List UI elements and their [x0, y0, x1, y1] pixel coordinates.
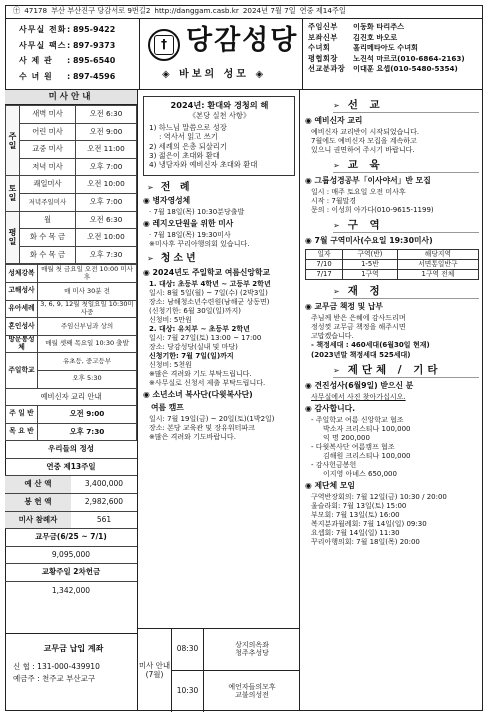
theme-subtitle: 《본당 실천 사항》	[188, 111, 251, 121]
table-row: 화 수 목 금 오후 7:30	[6, 246, 137, 264]
table-row: 일자 구역(반) 해당지역	[306, 250, 479, 260]
table-row: 7/10 1-5반 서면통일반구	[306, 260, 479, 270]
donation-account	[5, 633, 138, 711]
monthly-mass-label: 미사 안내 (7월)	[138, 629, 172, 712]
table-row: 주일학교 유초등, 중고등부	[6, 353, 137, 371]
table-row: 평 일 월 오전 6:30	[6, 211, 137, 229]
day-label-saturday: 토 일	[6, 176, 20, 211]
clergy-row: 주임신부 이동화 타리추스	[308, 22, 405, 32]
left-column	[5, 90, 138, 711]
district-mass-table	[305, 249, 479, 280]
contact-row: 사 제 관 : 895-6540	[19, 56, 116, 66]
table-row: 저녁 미사 오후 7:00	[6, 158, 137, 176]
sacrament-table	[5, 264, 137, 441]
seal-cross: †	[154, 35, 174, 55]
clergy-row: 평협회장 노진석 마르코(010-6864-2163)	[308, 53, 465, 63]
patron-saint: ◈ 바보의 성모 ◈	[162, 69, 267, 80]
postcode: 47178	[24, 6, 48, 16]
church-seal-icon	[148, 29, 180, 61]
table-row: 토 일 쾌일미사 오전 10:00	[6, 176, 137, 194]
contact-row: 사무실 전화 : 895-9422	[19, 25, 116, 35]
middle-column: 2024년: 환대와 경청의 해 《본당 실천 사항》 1) 하느님 말씀으로 성장 : 역사서 읽고 쓰기 2) 세례의 은총 되살리기 3) 젊은이 초대와 환대 4) 냉담자와 예비신자 초대와 환대 ➢ 전 례 ◉ 병자영성체 · 7월 18일(목) 10:30분당출발 ◉ 레지오단원을 위한 미사 · 7월 18일(목) 19:30미사 ※미사후 꾸리아행의회 있습니다. ➢ 청소년 ◉ 2024년도 주일학교 여름신앙학교 1. 대상: 초등부 4학년 ~ 고등부 2학년 일시: 8월 5일(월) ~ 7일(수) (2박3일) 장소: 남해청소년수련원(남해군 상동면) (신청기한: 6월 30일(일)까지) 신청비: 5만원 2. 대상: 유치부 ~ 초등부 2학년 일시: 7월 27일(토) 13:00 ~ 17:00 장소: 당감성당(실내 및 마당) 신청기한: 7월 7일(일)까지 신청비: 5천원 ※많은 격려와 기도 부탁드립니다. ※사무실로 신청서 제출 부탁드립니다. ◉ 소년소녀 복사단(다윗복사단) 여름 캠프 일시: 7월 19일(금) ~ 20일(토)(1박2일) 장소: 본당 교육관 및 장유워터파크 ※많은 격려와 기도바랍니다.	[138, 90, 300, 628]
table-row: 성체강복 매월 첫 금요일 오전 10:00 미사후	[6, 265, 137, 283]
section-finance: ➢ 재 정	[333, 285, 479, 299]
donation-title: 교무금 납입 계좌	[43, 644, 104, 653]
section-education: ➢ 교 육	[333, 159, 479, 173]
logo-box	[140, 19, 303, 90]
clergy-info	[303, 19, 483, 90]
arrow-icon: ➢	[333, 287, 344, 297]
table-row: 고해성사 매 미사 30분 전	[6, 282, 137, 300]
church-cross-icon: ㊉	[13, 6, 21, 16]
top-info-bar	[5, 5, 483, 19]
monthly-mass-row: 10:30 예언자들의모후 교불의성전	[172, 671, 300, 713]
offering-stats	[5, 441, 137, 599]
monthly-mass-box	[138, 628, 300, 711]
liturgical-week: 연중 제14주일	[299, 6, 346, 16]
stats-row: 예 산 액 3,400,000	[5, 476, 137, 494]
arrow-icon: ➢	[147, 182, 157, 192]
stats-special-label: 교황주일 2차헌금	[5, 564, 137, 582]
table-row: 교중 미사 오전 11:00	[6, 141, 137, 159]
table-row: 목 요 반 오후 7:30	[6, 423, 137, 441]
table-row	[6, 388, 137, 406]
table-row: 화 수 목 금 오전 10:00	[6, 229, 137, 247]
section-liturgy: ➢ 전 례	[147, 181, 193, 193]
section-youth: ➢ 청소년	[147, 253, 199, 265]
table-row: 주 일 반 오전 9:00	[6, 406, 137, 424]
stats-week: 연중 제13주일	[5, 459, 137, 477]
clergy-row: 보좌신부 김진호 바오로	[308, 32, 398, 42]
account-holder: 예금주 : 천주교 부산교구	[13, 673, 96, 683]
table-row: 오후 5:30	[6, 370, 137, 388]
address: 부산 부산진구 당감서로 9번길2	[51, 6, 151, 16]
right-column: ➢ 선 교 ◉ 예비신자 교리 예비신자 교리반이 시작되었습니다. 7월에도 예비신자 모집을 계속하고 있으니 권면하여 주시기 바랍니다. ➢ 교 육 ◉ 그룹성경공부「이사야서」반 모집 일시 : 매주 토요일 오전 미사후 시작 : 7월말경 문의 : 이성희 아가다(010-9615-1199) ➢ 구 역 ◉ 7월 구역미사(수요일 19:30미사) 일자 구역(반) 해당지역 7/10 1-5반 서면통일반구 7/17 1구역 1구역 전체 ➢ 재 정 ◉ 교무금 책정 및 납부 주님께 받은 은혜에 감사드리며 정성껏 교무금 책정을 해주시면 고맙겠습니다. - 책정세대 : 460세대(6월30일 현재) (2023년말 책정세대 525세대) ➢ 제단체 / 기타 ◉ 견진성사(6월9일) 받으신 분 사무실에서 사진 찾아가십시오. ◉ 감사합니다. - 주일학교 여름 신앙학교 협조 박소자 크리스티나 100,000 익 명 200,000 - 다윗복사단 여름캠프 협조 김해원 크리스티나 100,000 - 감사헌금봉헌 이지영 아녜스 650,000 ◉ 제단체 모임 구역반장회의: 7월 12일(금) 10:30 / 20:00 울슬라회: 7월 13일(토) 15:00 부모회: 7월 13일(토) 16:00 복지분과월례회: 7월 14일(일) 09:30 요셉회: 7월 14일(일) 11:30 꾸리아행의회: 7월 18일(목) 20:00	[300, 90, 483, 711]
website-link[interactable]: http://danggam.casb.kr	[154, 6, 239, 16]
stats-row: 봉 헌 액 2,982,600	[5, 494, 137, 512]
table-row: 유아세례 3, 6, 9, 12월 첫일요일 10:30미사중	[6, 300, 137, 318]
section-mission: ➢ 선 교	[333, 99, 479, 113]
arrow-icon: ➢	[333, 101, 344, 110]
table-row: 방문봉성체 매월 셋째 목요일 10:30 출발	[6, 335, 137, 353]
contact-row: 수 녀 원 : 897-4596	[19, 71, 116, 81]
contact-info	[5, 19, 140, 90]
arrow-icon: ➢	[333, 365, 344, 375]
account-number: 신 협 : 131-000-439910	[13, 662, 100, 672]
table-row: 주 일 새벽 미사 오전 6:30	[6, 106, 137, 124]
section-groups: ➢ 제단체 / 기타	[333, 364, 479, 378]
clergy-row: 수녀회 홀리메타아도 수녀회	[308, 43, 418, 53]
mass-schedule-table	[5, 105, 137, 264]
stats-gyomugum-label: 교무금(6/25 ~ 7/1)	[5, 529, 137, 547]
table-row: 저녁주일미사 오후 7:00	[6, 193, 137, 211]
theme-title: 2024년: 환대와 경청의 해	[170, 100, 269, 110]
arrow-icon: ➢	[333, 221, 344, 231]
section-district: ➢ 구 역	[333, 219, 479, 233]
day-label-weekday: 평 일	[6, 211, 20, 264]
yearly-theme-box: 2024년: 환대와 경청의 해 《본당 실천 사항》 1) 하느님 말씀으로 성장 : 역사서 읽고 쓰기 2) 세례의 은총 되살리기 3) 젊은이 초대와 환대 4) 냉담자와 예비신자 초대와 환대	[143, 96, 295, 176]
day-label-sunday: 주 일	[6, 106, 20, 176]
mass-schedule-title: 미사안내	[5, 90, 137, 105]
issue-date: 2024년 7월 7일	[242, 6, 296, 16]
clergy-row: 선교분과장 이대훈 요셉(010-5480-5354)	[308, 64, 458, 74]
table-row: 7/17 1구역 1구역 전체	[306, 270, 479, 280]
contact-row: 사무실 팩스 : 897-9373	[19, 40, 116, 50]
catechumen-title: 예비신자 교리 안내	[6, 388, 137, 406]
header	[5, 19, 483, 90]
church-name: 당감성당	[186, 25, 299, 56]
arrow-icon: ➢	[333, 161, 344, 171]
table-row: 어린 미사 오전 9:00	[6, 123, 137, 141]
table-row: 혼인성사 주임신부님과 상의	[6, 318, 137, 336]
stats-gyomugum-val: 9,095,000	[5, 547, 137, 565]
arrow-icon: ➢	[147, 254, 157, 264]
stats-special-val: 1,342,000	[51, 585, 91, 595]
stats-title: 우리들의 정성	[5, 441, 137, 459]
stats-row: 미사 참례자 561	[5, 512, 137, 530]
monthly-mass-row: 08:30 상지의옥좌 청주추성당	[172, 629, 300, 671]
